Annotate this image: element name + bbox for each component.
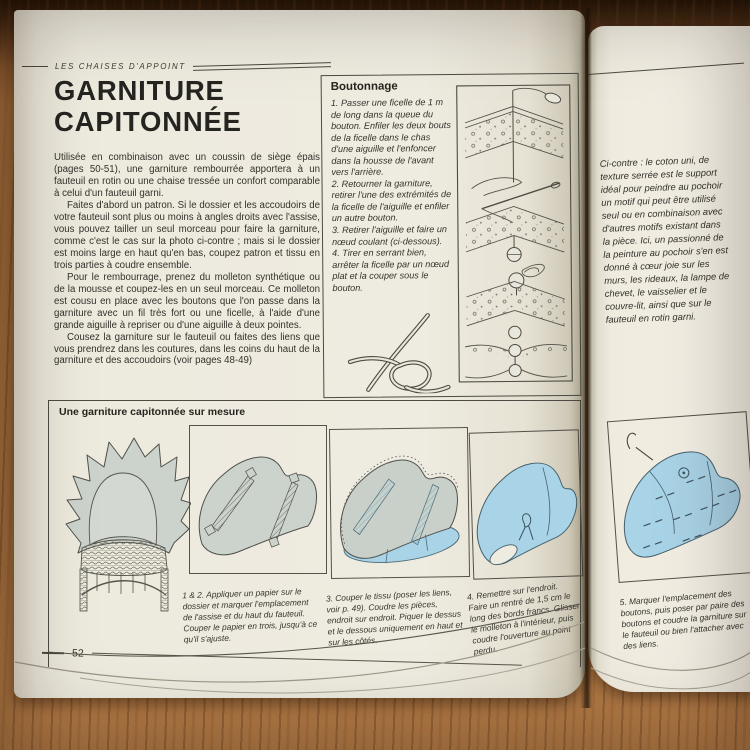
tutorial-panel-pattern [189,425,327,574]
running-header-label: LES CHAISES D'APPOINT [55,62,186,71]
caption-step-5: 5. Marquer l'emplacement des boutons, puis poser par paire des boutons et coudre la garniture sur le fauteuil ou bien l'attacher avec des liens. [619,588,747,652]
page-number: 52 [71,647,84,660]
turned-cover-illustration [470,430,580,576]
page-title [54,76,242,138]
boutonnage-box [321,73,582,398]
intro-paragraph: Cousez la garniture sur le fauteuil ou faites des liens que vous prendrez dans les coutures, dans les coins du haut de la garniture et des accoudoirs (voir pages 48-49) [54,331,320,367]
page-title-line1: GARNITURE [54,75,225,106]
left-page [14,10,585,698]
boutonnage-steps [331,97,455,294]
buttoning-steps-illustration [455,82,576,385]
running-header [22,62,331,71]
intro-paragraph: Faites d'abord un patron. Si le dossier et les accoudoirs de votre fauteuil sont plus ou moins à angles droits avec l'assise, vous pouvez tailler un seul morceau pour faire la garniture, comme c'est le cas sur la photo ci-contre ; mais si le dossier est moins large en haut qu'en bas, coupez patron et tissu en trois parties à coudre ensemble. [54,199,320,271]
caption-step-4: 4. Remettre sur l'endroit. Faire un rentré de 1,5 cm le long des bords francs. Glisser le molleton à l'intérieur, puis coudre l'ouverture au point perdu. [466,581,581,657]
wicker-chair-illustration [55,421,191,619]
page-title-line2: CAPITONNÉE [54,105,242,137]
caption-step-3: 3. Couper le tissu (poser les liens, voir p. 49). Coudre les pièces, endroit sur endroit. Piquer le dessus et le dessous uniquement en haut et sur les côtés. [325,587,463,648]
right-page-content [577,21,750,693]
intro-text-column [54,152,320,367]
slip-knot-illustration [344,313,457,394]
boutonnage-step: 4. Tirer en serrant bien, arrêter la ficelle par un nœud plat et la couper sous le bouton. [332,247,450,293]
right-page-top-rule [588,63,744,76]
page-number-rule-left [42,652,64,654]
intro-paragraph: Utilisée en combinaison avec un coussin de siège épais (pages 50-51), une garniture rembourrée apportera à un fauteuil en rotin ou une chaise tressée un confort comparable à celui d'un fauteuil garni. [54,152,320,199]
boutonnage-step: 3. Retirer l'aiguille et faire un nœud coulant (ci-dessous). [331,224,447,247]
caption-step-1-2: 1 & 2. Appliquer un papier sur le dossier et marquer l'emplacement de l'assise et du haut du fauteuil. Couper le papier en trois, jusqu'à ce qu'il s'ajuste. [182,586,318,645]
tutorial-panel-cut-fabric [329,427,470,579]
header-rule-left [22,66,48,67]
button-placement-illustration [608,412,750,580]
boutonnage-step: 2. Retourner la garniture, retirer l'une des extrémités de la ficelle de l'aiguille et enfiler un autre bouton. [331,177,452,224]
right-page [588,26,750,692]
paper-pattern-illustration [190,426,324,571]
cut-fabric-illustration [330,428,467,576]
tutorial-panel-buttoned-cover [607,411,750,583]
intro-paragraph: Pour le rembourrage, prenez du molleton synthétique ou de la mousse et coupez-les en un seul morceau. Ce molleton est cousu en place avec les boutons que l'on passe dans la garniture avec un fil très fort ou une ficelle, à l'aide d'une grande aiguille à repriser ou d'une aiguille à deux pointes. [54,271,320,331]
tutorial-box [48,400,581,667]
tutorial-heading: Une garniture capitonnée sur mesure [59,406,246,418]
header-rule-right [193,62,331,72]
book-gutter-shadow [580,8,592,708]
tutorial-panel-turned-cover [469,429,584,579]
photo-caption: Ci-contre : le coton uni, de texture serrée est le support idéal pour peindre au pochoir un motif qui peut être utilisé seul ou en combinaison avec d'autres motifs existant dans la pièce. Ici, un passionné de la peinture au pochoir s'en est donné à cœur joie sur les murs, les rideaux, la lampe de chevet, le vaisselier et le couvre-lit, ainsi que sur le fauteuil en rotin garni. [599,154,730,325]
boutonnage-step: 1. Passer une ficelle de 1 m de long dans la queue du bouton. Enfiler les deux bouts de la ficelle dans le chas d'une aiguille et l'enfoncer dans la housse de l'avant vers l'arrière. [330,97,451,178]
boutonnage-heading: Boutonnage [330,80,398,94]
